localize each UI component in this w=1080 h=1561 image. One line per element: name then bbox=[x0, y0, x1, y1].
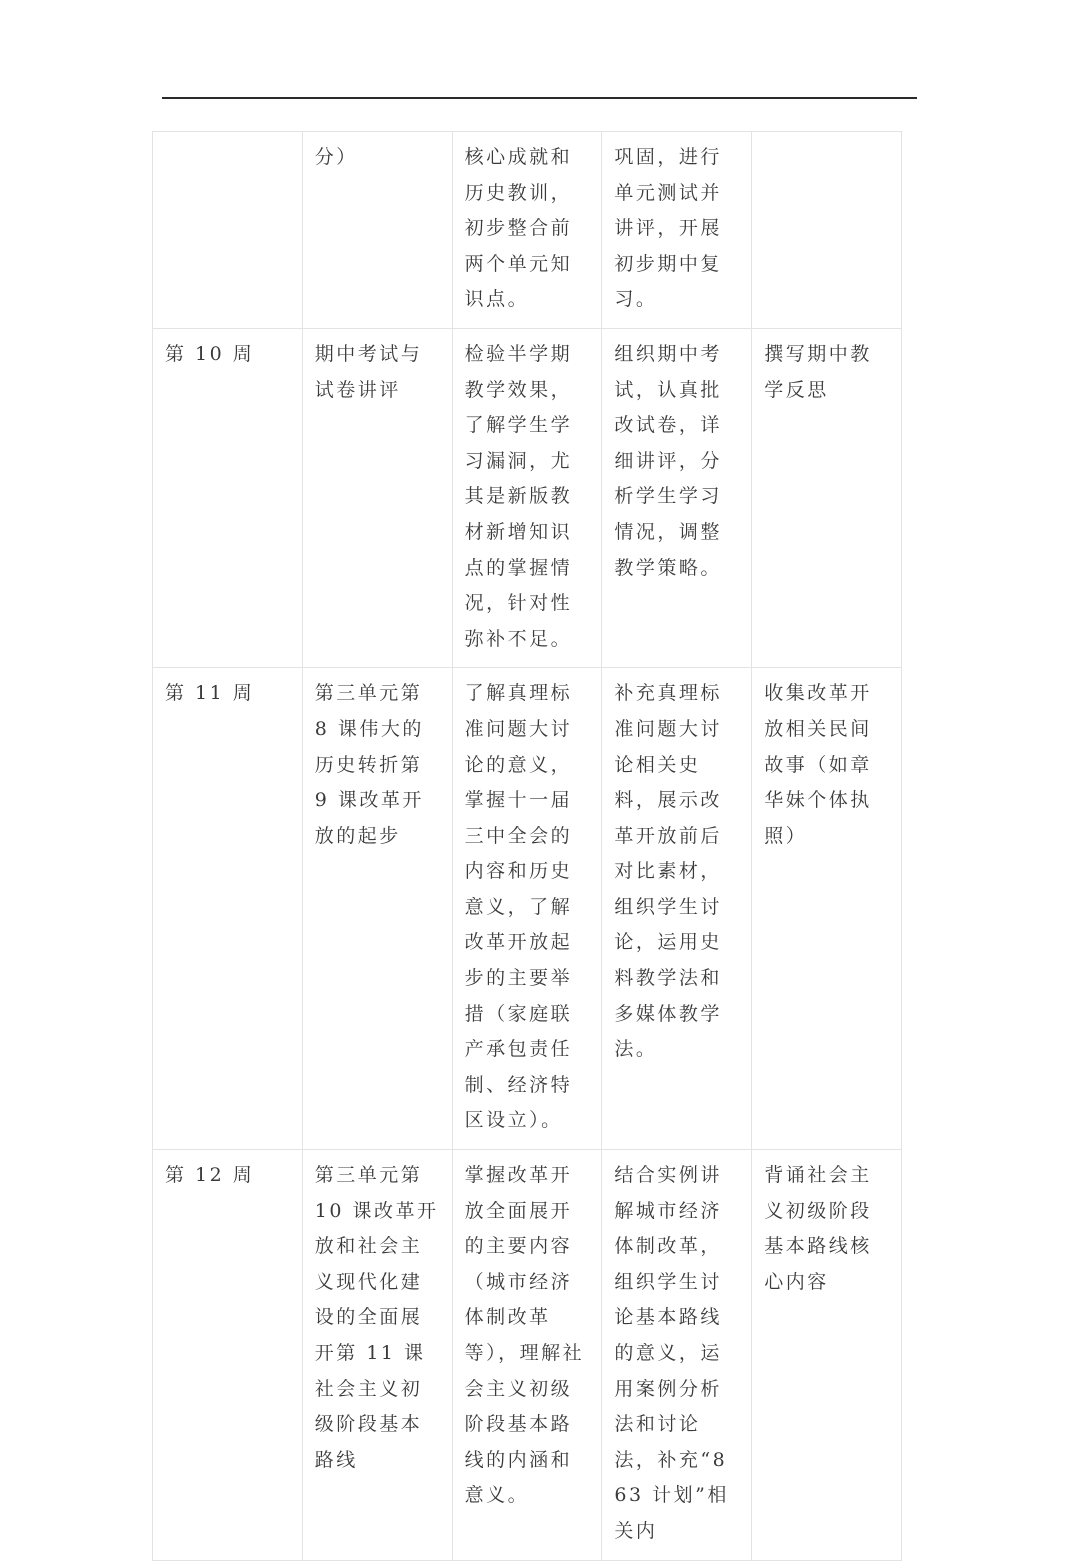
goal-cell: 了解真理标准问题大讨论的意义，掌握十一届三中全会的内容和历史意义，了解改革开放起步的主要举措（家庭联产承包责任制、经济特区设立）。 bbox=[452, 668, 602, 1150]
goal-cell: 掌握改革开放全面展开的主要内容（城市经济体制改革等），理解社会主义初级阶段基本路线的内涵和意义。 bbox=[452, 1150, 602, 1561]
topic-cell: 分） bbox=[302, 132, 452, 329]
table-row bbox=[153, 668, 902, 1150]
table-row bbox=[153, 328, 902, 667]
week-cell: 第 12 周 bbox=[153, 1150, 303, 1561]
homework-cell: 收集改革开放相关民间故事（如章华妹个体执照） bbox=[752, 668, 902, 1150]
homework-cell bbox=[752, 132, 902, 329]
method-cell: 组织期中考试，认真批改试卷，详细讲评，分析学生学习情况，调整教学策略。 bbox=[602, 328, 752, 667]
week-cell: 第 10 周 bbox=[153, 328, 303, 667]
topic-cell: 第三单元第 10 课改革开放和社会主义现代化建设的全面展开第 11 课社会主义初级阶段基本路线 bbox=[302, 1150, 452, 1561]
topic-cell: 期中考试与试卷讲评 bbox=[302, 328, 452, 667]
homework-cell: 背诵社会主义初级阶段基本路线核心内容 bbox=[752, 1150, 902, 1561]
header-rule bbox=[162, 97, 917, 99]
week-cell bbox=[153, 132, 303, 329]
teaching-plan-table bbox=[152, 131, 902, 1561]
table-row bbox=[153, 1150, 902, 1561]
homework-cell: 撰写期中教学反思 bbox=[752, 328, 902, 667]
method-cell: 补充真理标准问题大讨论相关史料，展示改革开放前后对比素材，组织学生讨论，运用史料教学法和多媒体教学法。 bbox=[602, 668, 752, 1150]
topic-cell: 第三单元第 8 课伟大的历史转折第 9 课改革开放的起步 bbox=[302, 668, 452, 1150]
table-row bbox=[153, 132, 902, 329]
method-cell: 结合实例讲解城市经济体制改革，组织学生讨论基本路线的意义，运用案例分析法和讨论法，补充“863 计划”相关内 bbox=[602, 1150, 752, 1561]
goal-cell: 检验半学期教学效果，了解学生学习漏洞，尤其是新版教材新增知识点的掌握情况，针对性弥补不足。 bbox=[452, 328, 602, 667]
goal-cell: 核心成就和历史教训，初步整合前两个单元知识点。 bbox=[452, 132, 602, 329]
method-cell: 巩固，进行单元测试并讲评，开展初步期中复习。 bbox=[602, 132, 752, 329]
week-cell: 第 11 周 bbox=[153, 668, 303, 1150]
